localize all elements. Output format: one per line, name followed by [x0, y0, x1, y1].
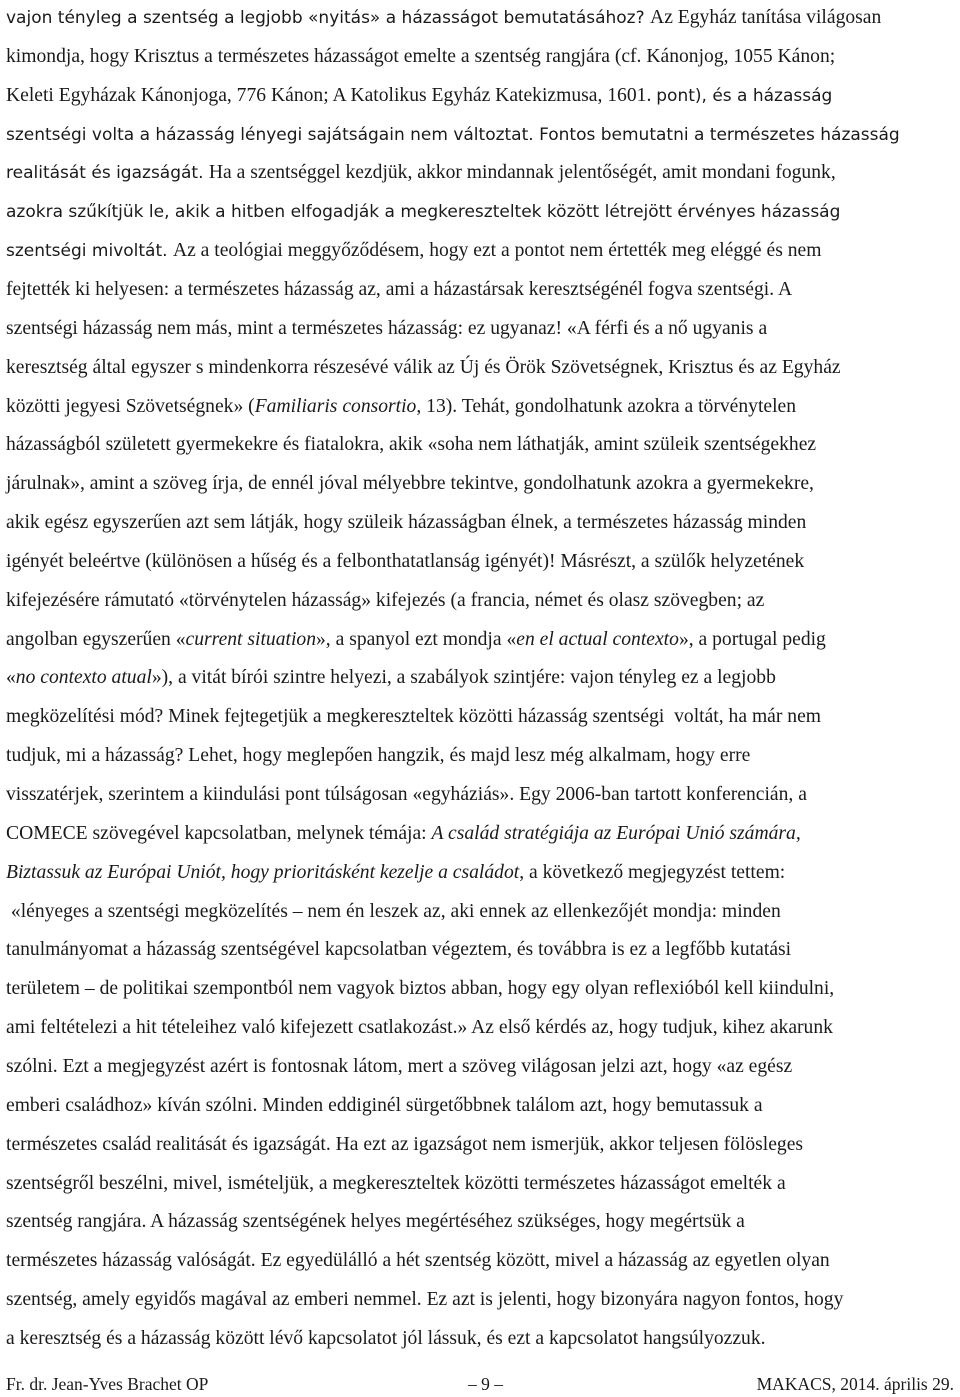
text-segment: szentségi házasság nem más, mint a természetes házasság: ez ugyanaz! «A férfi és a nő ugyanis a: [6, 317, 768, 339]
text-line: [6, 893, 781, 931]
text-segment: szentségről beszélni, mivel, ismételjük, a megkereszteltek közötti természetes házasságot emelték a: [6, 1172, 786, 1194]
text-line: [6, 154, 836, 192]
text-line: [6, 1320, 766, 1358]
text-segment: szentség, amely egyidős magával az emberi nemmel. Ez azt is jelenti, hogy bizonyára nagyon fontos, hogy: [6, 1289, 844, 1311]
italic-text-segment: en el actual contexto: [516, 628, 679, 650]
text-line: [6, 388, 796, 426]
text-segment: természetes házasság valóságát. Ez egyedülálló a hét szentség között, mivel a házasság az egyetlen olyan: [6, 1250, 830, 1272]
text-segment: a keresztség és a házasság között lévő kapcsolatot jól lássuk, és ezt a kapcsolatot hangsúlyozzuk.: [6, 1327, 766, 1349]
text-segment: Az Egyház tanítása világosan: [650, 7, 882, 28]
text-line: [6, 1087, 763, 1125]
text-line: [6, 621, 826, 659]
text-segment: Keleti Egyházak Kánonjoga, 776 Kánon; A Katolikus Egyház Katekizmusa, 1601.: [6, 84, 657, 106]
text-line: [6, 659, 776, 697]
text-segment: akik egész egyszerűen azt sem látják, hogy szüleik házasságban élnek, a természetes házasság minden: [6, 512, 807, 534]
italic-text-segment: Biztassuk az Európai Uniót, hogy prioritásként kezelje a családot: [6, 861, 520, 883]
text-segment: pont), és a házasság: [656, 85, 833, 106]
text-segment: megközelítési mód? Minek fejtegetjük a megkereszteltek közötti házasság szentségi voltát, ha már nem: [6, 706, 822, 728]
text-line: [6, 698, 821, 736]
text-segment: , a következő megjegyzést tettem:: [519, 861, 786, 883]
text-line: [6, 1048, 792, 1086]
text-line: [6, 116, 900, 154]
text-segment: »), a vitát bírói szintre helyezi, a szabályok szintjére: vajon tényleg ez a legjobb: [151, 667, 776, 689]
text-line: [6, 543, 804, 581]
page-footer: [6, 1371, 956, 1397]
text-line: [6, 1165, 786, 1203]
text-segment: COMECE szövegével kapcsolatban, melynek témája:: [6, 822, 432, 844]
text-segment: tanulmányomat a házasság szentségével kapcsolatban végeztem, és továbbra is ez a legfőbb kutatási: [6, 939, 792, 961]
text-line: [6, 1203, 745, 1241]
text-line: [6, 1281, 843, 1319]
text-segment: emberi családhoz» kíván szólni. Minden eddiginél sürgetőbbnek találom azt, hogy bemutassuk a: [6, 1094, 763, 1116]
text-line: [6, 193, 840, 231]
text-segment: kimondja, hogy Krisztus a természetes házasságot emelte a szentség rangjára (cf. Kánonjog, 1055 Kánon;: [6, 45, 836, 67]
text-line: [6, 271, 792, 309]
text-line: [6, 77, 832, 115]
text-segment: közötti jegyesi Szövetségnek» (: [6, 395, 255, 417]
text-line: [6, 349, 841, 387]
footer-venue-date: MAKACS, 2014. április 29.: [756, 1374, 954, 1394]
text-segment: ami feltételezi a hit tételeihez való kifejezett csatlakozást.» Az első kérdés az, hogy tudjuk, kihez akarunk: [6, 1017, 833, 1039]
text-segment: visszatérjek, szerintem a kiindulási pont túlságosan «egyháziás». Egy 2006-ban tartott konferencián, a: [6, 784, 807, 805]
text-line: [6, 232, 821, 270]
text-segment: kifejezésére rámutató «törvénytelen házasság» kifejezés (a francia, német és olasz szövegben; az: [6, 589, 765, 611]
text-segment: szentségi volta a házasság lényegi sajátságain nem változtat. Fontos bemutatni a természetes házasság: [6, 124, 900, 145]
text-line: [6, 1242, 830, 1280]
text-segment: szentségi mivoltát.: [6, 241, 173, 262]
text-segment: szentség rangjára. A házasság szentségének helyes megértéséhez szükséges, hogy megértsük a: [6, 1211, 745, 1233]
text-line: [6, 426, 816, 464]
text-segment: realitását és igazságát.: [6, 163, 209, 184]
text-line: [6, 465, 814, 503]
text-segment: járulnak», amint a szöveg írja, de ennél jóval mélyebbre tekintve, gondolhatunk azokra a gyermekekre,: [6, 473, 814, 495]
text-segment: területem – de politikai szempontból nem vagyok biztos abban, hogy egy olyan reflexióból kell kiindulni,: [6, 978, 835, 1000]
text-segment: », a portugal pedig: [678, 628, 826, 650]
text-line: [6, 854, 785, 892]
text-segment: keresztség által egyszer s mindenkorra részesévé válik az Új és Örök Szövetségnek, Krisztus és az Egyház: [6, 356, 841, 378]
text-line: [6, 1009, 833, 1047]
text-segment: », a spanyol ezt mondja «: [316, 628, 517, 650]
text-segment: «: [6, 667, 16, 689]
text-line: [6, 0, 881, 37]
text-segment: tudjuk, mi a házasság? Lehet, hogy meglepően hangzik, és majd lesz még alkalmam, hogy erre: [6, 745, 751, 767]
text-segment: házasságból született gyermekekre és fiatalokra, akik «soha nem láthatják, amint szüleik szentségekhez: [6, 434, 817, 456]
text-line: [6, 815, 801, 853]
footer-page-number: – 9 –: [468, 1374, 503, 1394]
text-line: [6, 776, 807, 814]
italic-text-segment: Familiaris consortio: [254, 395, 417, 417]
italic-text-segment: A család stratégiája az Európai Unió számára,: [431, 822, 801, 844]
text-line: [6, 931, 791, 969]
text-segment: angolban egyszerűen «: [6, 628, 186, 650]
text-segment: természetes család realitását és igazságát. Ha ezt az igazságot nem ismerjük, akkor teljesen fölösleges: [6, 1133, 804, 1155]
text-line: [6, 970, 834, 1008]
text-line: [6, 310, 767, 348]
text-line: [6, 582, 764, 620]
text-line: [6, 737, 750, 775]
text-segment: vajon tényleg a szentség a legjobb «nyitás» a házasságot bemutatásához?: [6, 8, 651, 28]
text-line: [6, 38, 835, 76]
text-segment: , 13). Tehát, gondolhatunk azokra a törvénytelen: [416, 395, 797, 417]
text-segment: Az a teológiai meggyőződésem, hogy ezt a pontot nem értették meg eléggé és nem: [172, 240, 822, 262]
italic-text-segment: no contexto atual: [15, 667, 152, 689]
text-segment: Ha a szentséggel kezdjük, akkor mindannak jelentőségét, amit mondani fogunk,: [208, 162, 836, 184]
text-segment: szólni. Ezt a megjegyzést azért is fontosnak látom, mert a szöveg világosan jelzi azt, hogy «az egész: [6, 1055, 793, 1077]
italic-text-segment: current situation: [185, 628, 316, 650]
text-line: [6, 504, 806, 542]
text-line: [6, 1126, 803, 1164]
footer-author: Fr. dr. Jean-Yves Brachet OP: [6, 1374, 209, 1394]
text-segment: azokra szűkítjük le, akik a hitben elfogadják a megkereszteltek között létrejött érvényes házasság: [6, 202, 841, 223]
text-segment: igényét beleértve (különösen a hűség és a felbonthatatlanság igényét)! Másrészt, a szülők helyzetének: [6, 550, 805, 572]
text-segment: fejtették ki helyesen: a természetes házasság az, ami a házastársak keresztségénél fogva szentségi. A: [6, 278, 793, 300]
text-segment: «lényeges a szentségi megközelítés – nem én leszek az, aki ennek az ellenkezőjét mondja: minden: [6, 900, 781, 922]
